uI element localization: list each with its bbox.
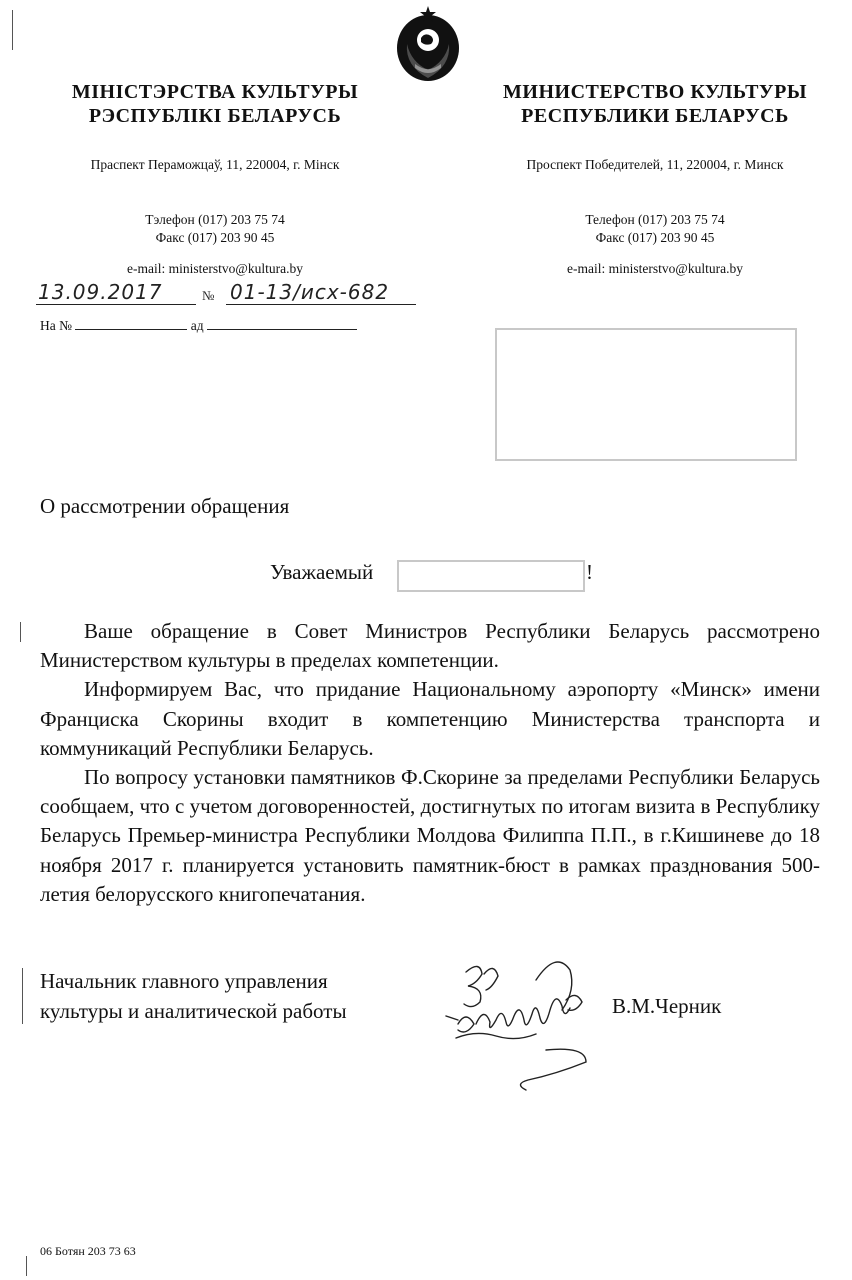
ministry-title-by-line1: МІНІСТЭРСТВА КУЛЬТУРЫ [71, 81, 359, 103]
fax-russian: Факс (017) 203 90 45 [595, 230, 715, 245]
paragraph-2: Информируем Вас, что придание Национальному аэропорту «Минск» имени Франциска Скорины входит в компетенцию Министерства транспорта и коммуникаций Республики Беларусь. [40, 677, 820, 760]
registration-line [30, 280, 420, 308]
letter-subject: О рассмотрении обращения [40, 494, 290, 518]
number-sign: № [202, 288, 215, 303]
email-russian: e-mail: ministerstvo@kultura.by [567, 261, 743, 276]
paragraph-3: По вопросу установки памятников Ф.Скорине за пределами Республики Беларусь сообщаем, что с учетом договоренностей, достигнутых по итогам визита в Республику Беларусь Премьер-министра Республики Молдова Филиппа П.П., в г.Кишиневе до 18 ноября 2017 г. планируется установить памятник-бюст в рамках празднования 500-летия белорусского книгопечатания. [40, 765, 820, 906]
date-underline [36, 304, 196, 305]
executor-note: 06 Ботян 203 73 63 [40, 1244, 136, 1258]
reference-number-label: На № [40, 318, 72, 333]
position-line1: Начальник главного управления [40, 969, 328, 993]
ministry-title-russian [470, 80, 840, 128]
position-line2: культуры и аналитической работы [40, 998, 347, 1023]
address-belarusian: Праспект Пераможцаў, 11, 220004, г. Мінск [90, 157, 340, 172]
email-belarusian: e-mail: ministerstvo@kultura.by [127, 261, 303, 276]
reference-date-label: ад [190, 318, 204, 333]
paragraph-1: Ваше обращение в Совет Министров Республики Беларусь рассмотрено Министерством культуры в пределах компетенции. [40, 619, 820, 673]
letter-body [40, 617, 820, 909]
scan-margin-mark [26, 1256, 27, 1276]
registration-date: 13.09.2017 [38, 280, 163, 304]
contacts-belarusian [30, 211, 400, 247]
registration-number: 01-13/исх-682 [230, 280, 390, 304]
recipient-address-redacted [495, 328, 797, 461]
greeting: Уважаемый [270, 560, 374, 584]
fax-belarusian: Факс (017) 203 90 45 [155, 230, 275, 245]
reference-line [40, 318, 357, 334]
ministry-title-ru-line1: МИНИСТЕРСТВО КУЛЬТУРЫ [503, 81, 807, 103]
scan-margin-mark [20, 622, 21, 642]
ministry-title-ru-line2: РЕСПУБЛИКИ БЕЛАРУСЬ [521, 105, 789, 127]
handwritten-signature [436, 950, 616, 1100]
address-russian: Проспект Победителей, 11, 220004, г. Минск [526, 157, 784, 172]
reference-date-blank [207, 319, 357, 330]
greeting-exclamation: ! [586, 560, 593, 584]
ministry-title-belarusian [30, 80, 400, 128]
scan-margin-mark [22, 968, 23, 1024]
reference-number-blank [75, 319, 187, 330]
phone-belarusian: Тэлефон (017) 203 75 74 [145, 212, 285, 227]
phone-russian: Телефон (017) 203 75 74 [585, 212, 725, 227]
number-underline [226, 304, 416, 305]
signatory-name: В.М.Черник [612, 994, 722, 1018]
signatory-position [40, 967, 347, 1026]
coat-of-arms-emblem [395, 4, 461, 82]
contacts-russian [470, 211, 840, 247]
scan-margin-mark [12, 10, 13, 50]
ministry-title-by-line2: РЭСПУБЛІКІ БЕЛАРУСЬ [88, 105, 342, 127]
recipient-name-redacted [397, 560, 585, 592]
